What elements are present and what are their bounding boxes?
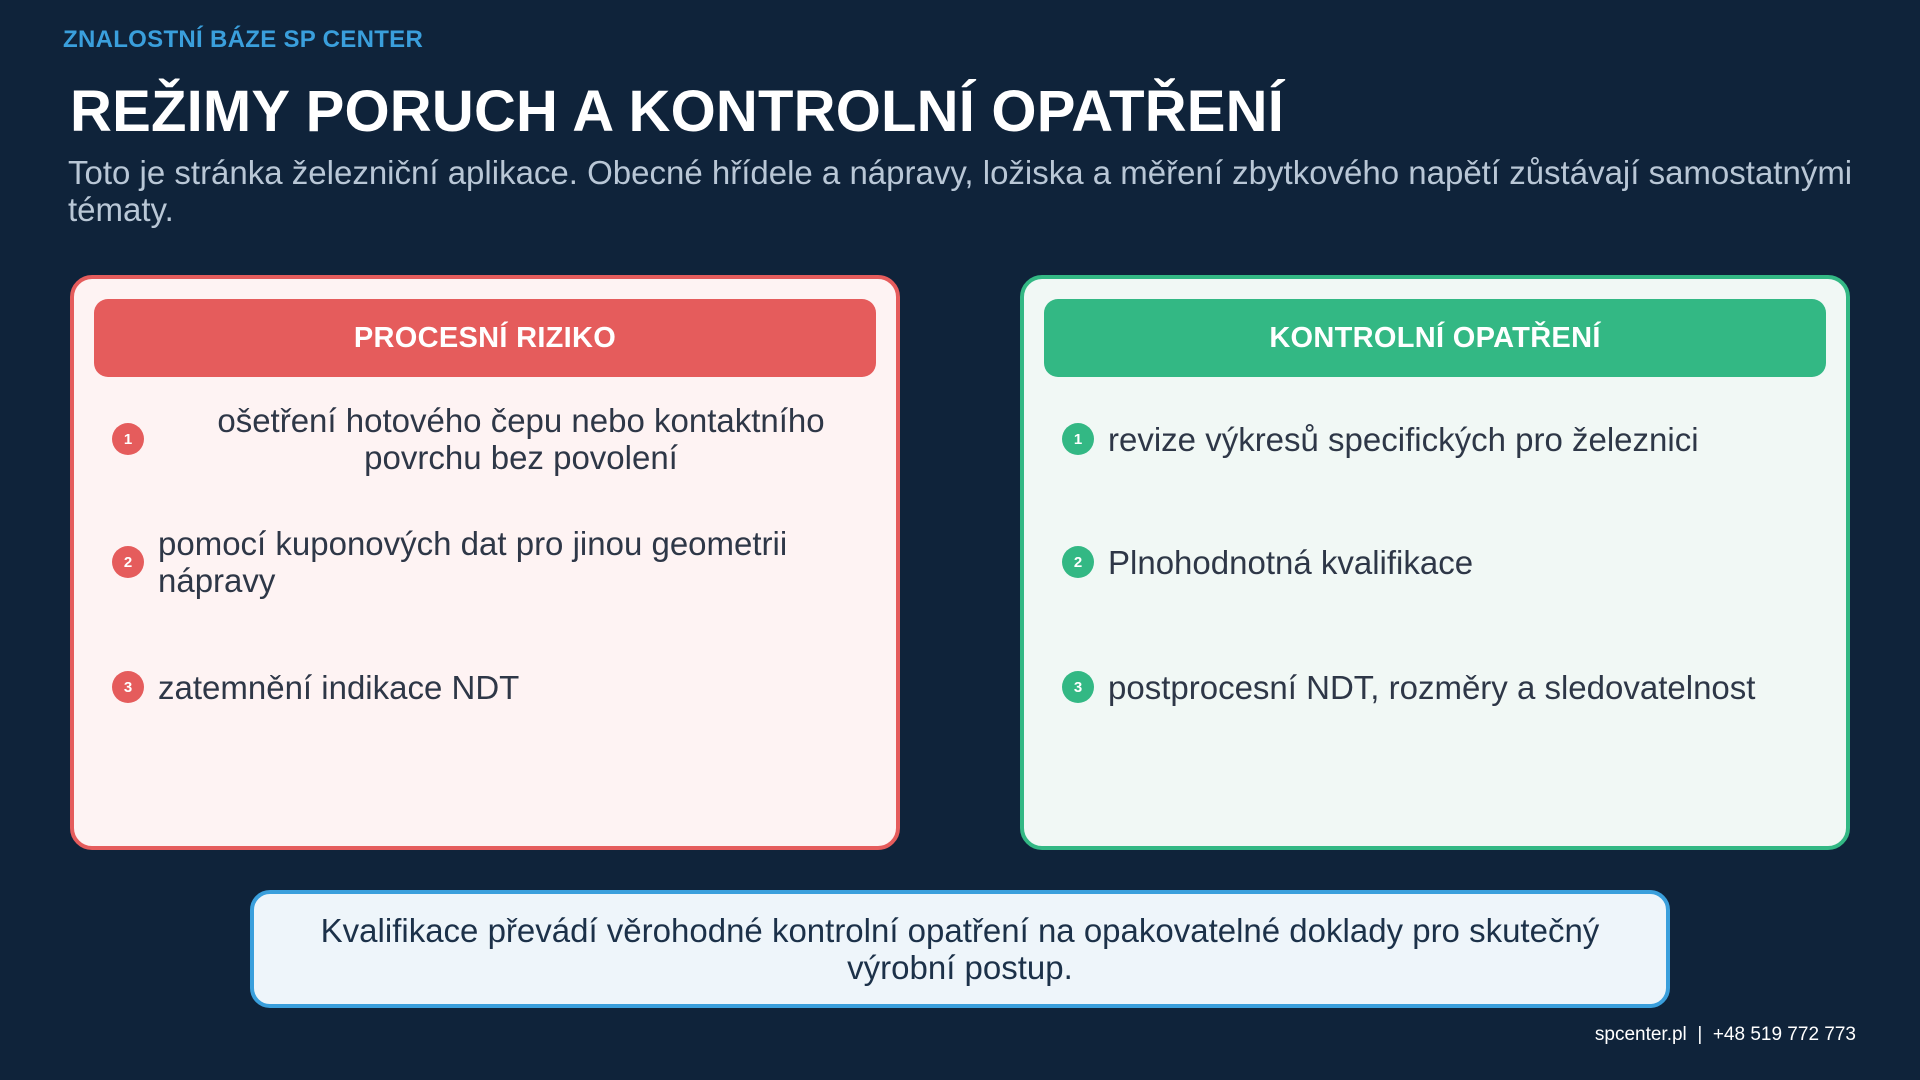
control-item-1 [1044,401,1834,477]
risk-item-2 [94,524,884,600]
number-badge: 2 [1062,546,1094,578]
risk-item-text: ošetření hotového čepu nebo kontaktního povrchu bez povolení [217,402,825,476]
page-title: REŽIMY PORUCH A KONTROLNÍ OPATŘENÍ [70,79,1285,144]
summary-callout [250,890,1670,1008]
summary-text: Kvalifikace převádí věrohodné kontrolní opatření na opakovatelné doklady pro skutečný výrobní postup. [320,912,1600,986]
risk-item-3 [94,649,884,725]
process-risk-header: PROCESNÍ RIZIKO [94,299,876,377]
control-item-text: revize výkresů specifických pro železnici [1108,420,1699,458]
risk-item-text: pomocí kuponových dat pro jinou geometrii nápravy [158,525,788,599]
page-subtitle: Toto je stránka železniční aplikace. Obecné hřídele a nápravy, ložiska a měření zbytkového napětí zůstávají samostatnými tématy. [68,154,1853,228]
control-item-3 [1044,649,1834,725]
process-risk-panel [70,275,900,850]
footer-contact: spcenter.pl | +48 519 772 773 [1594,1024,1856,1045]
control-measures-panel [1020,275,1850,850]
control-item-text: postprocesní NDT, rozměry a sledovatelnost [1108,668,1756,706]
kicker: ZNALOSTNÍ BÁZE SP CENTER [63,26,424,53]
number-badge: 1 [1062,423,1094,455]
risk-item-text: zatemnění indikace NDT [158,668,520,706]
number-badge: 3 [112,671,144,703]
number-badge: 3 [1062,671,1094,703]
control-measures-header: KONTROLNÍ OPATŘENÍ [1044,299,1826,377]
number-badge: 1 [112,423,144,455]
number-badge: 2 [112,546,144,578]
control-item-2 [1044,524,1834,600]
risk-item-1 [94,401,884,477]
control-item-text: Plnohodnotná kvalifikace [1108,543,1474,581]
